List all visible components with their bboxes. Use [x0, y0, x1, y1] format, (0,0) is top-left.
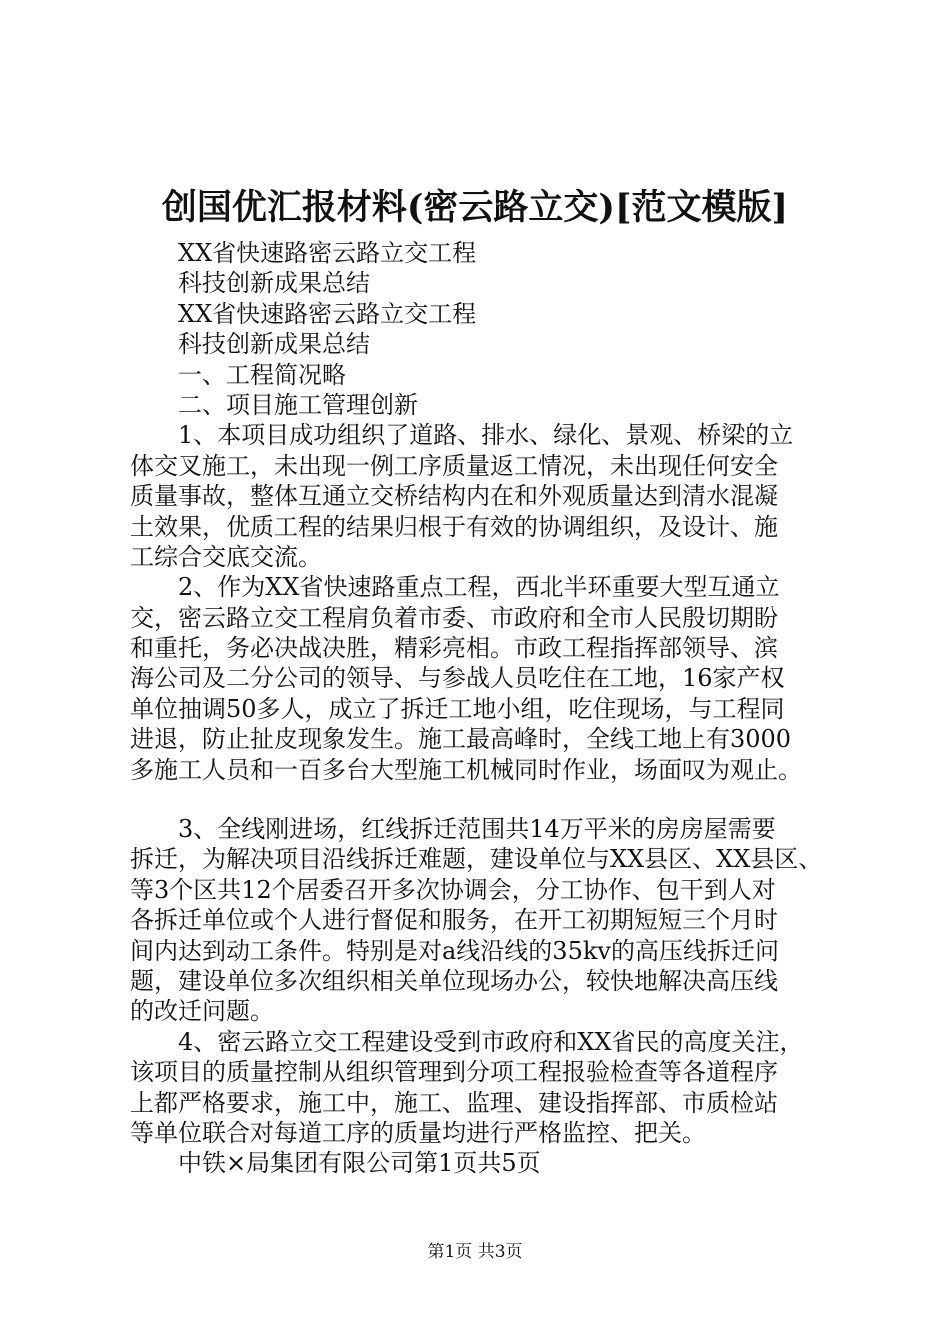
paragraph-line: 间内达到动工条件。特别是对a线沿线的35kv的高压线拆迁问	[130, 936, 779, 965]
paragraph-line: 上都严格要求，施工中，施工、监理、建设指挥部、市质检站	[130, 1088, 778, 1117]
paragraph-line: 该项目的质量控制从组织管理到分项工程报验检查等各道程序	[130, 1058, 778, 1087]
paragraph-line: 2、作为XX省快速路重点工程，西北半环重要大型互通立	[178, 573, 780, 602]
paragraph-3	[130, 814, 845, 1027]
intro-line: XX省快速路密云路立交工程	[178, 239, 477, 267]
paragraph-spacer	[130, 785, 845, 814]
paragraph-line: 进退，防止扯皮现象发生。施工最高峰时，全线工地上有3000	[130, 725, 792, 754]
intro-line: 科技创新成果总结	[178, 269, 370, 298]
document-body	[130, 238, 845, 1179]
paragraph-1	[130, 420, 845, 572]
paragraph-line: 等3个区共12个居委召开多次协调会，分工协作、包干到人对	[130, 875, 776, 904]
paragraph-line: 海公司及二分公司的领导、与参战人员吃住在工地，16家产权	[130, 664, 785, 693]
paragraph-line: 等单位联合对每道工序的质量均进行严格监控、把关。	[130, 1118, 706, 1147]
page-footer: 第1页 共3页	[427, 1242, 523, 1262]
paragraph-line: 各拆迁单位或个人进行督促和服务，在开工初期短短三个月时	[130, 906, 778, 935]
company-page-line: 中铁×局集团有限公司第1页共5页	[178, 1149, 541, 1178]
paragraph-line: 单位抽调50多人，成立了拆迁工地小组，吃住现场，与工程同	[130, 694, 785, 723]
paragraph-line: 题，建设单位多次组织相关单位现场办公，较快地解决高压线	[130, 966, 778, 995]
paragraph-2	[130, 572, 845, 785]
intro-line: 科技创新成果总结	[178, 330, 370, 359]
paragraph-line: 工综合交底交流。	[130, 542, 322, 571]
paragraph-line: 4、密云路立交工程建设受到市政府和XX省民的高度关注，	[178, 1027, 804, 1056]
section-heading: 二、项目施工管理创新	[178, 390, 418, 419]
intro-line: XX省快速路密云路立交工程	[178, 299, 477, 328]
paragraph-line: 1、本项目成功组织了道路、排水、绿化、景观、桥梁的立	[178, 421, 794, 450]
document-title: 创国优汇报材料(密云路立交)[范文模版]	[161, 187, 789, 228]
paragraph-line: 多施工人员和一百多台大型施工机械同时作业，场面叹为观止。	[130, 755, 802, 784]
paragraph-4	[130, 1027, 845, 1149]
paragraph-line: 土效果，优质工程的结果归根于有效的协调组织，及设计、施	[130, 512, 778, 541]
paragraph-line: 和重托，务必决战决胜，精彩亮相。市政工程指挥部领导、滨	[130, 634, 778, 663]
paragraph-line: 3、全线刚进场，红线拆迁范围共14万平米的房房屋需要	[178, 815, 776, 844]
paragraph-line: 质量事故，整体互通立交桥结构内在和外观质量达到清水混凝	[130, 482, 778, 511]
paragraph-line: 的改迁问题。	[130, 997, 274, 1026]
paragraph-line: 体交叉施工，未出现一例工序质量返工情况，未出现任何安全	[130, 451, 778, 480]
paragraph-line: 拆迁，为解决项目沿线拆迁难题，建设单位与XX县区、XX县区、	[130, 845, 823, 874]
paragraph-line: 交，密云路立交工程肩负着市委、市政府和全市人民殷切期盼	[130, 603, 778, 632]
section-heading: 一、工程简况略	[178, 360, 346, 389]
